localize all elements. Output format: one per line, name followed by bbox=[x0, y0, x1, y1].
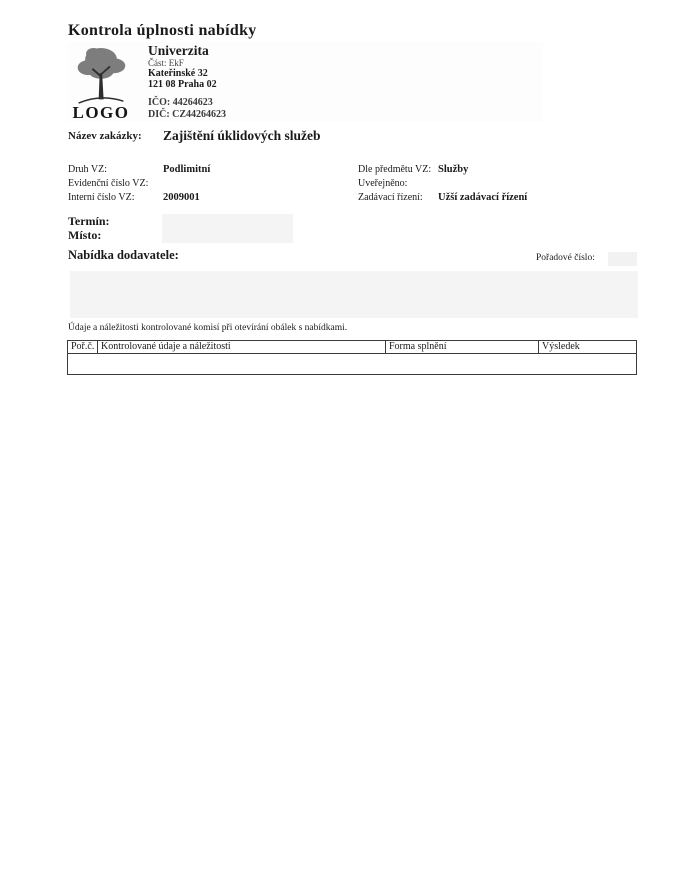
druh-vz-value: Podlimitní bbox=[163, 164, 211, 175]
checklist-table bbox=[67, 340, 637, 375]
col-header-forma-splneni: Forma splnění bbox=[386, 341, 539, 354]
misto-label: Místo: bbox=[68, 228, 102, 242]
order-number-field bbox=[608, 252, 637, 266]
interni-cislo-label: Interní číslo VZ: bbox=[68, 192, 135, 203]
order-number-label: Pořadové číslo: bbox=[536, 253, 595, 263]
zadavaci-rizeni-label: Zadávací řízení: bbox=[358, 192, 423, 203]
org-city: 121 08 Praha 02 bbox=[148, 79, 217, 90]
uverejneno-label: Uveřejněno: bbox=[358, 178, 408, 189]
logo-text: LOGO bbox=[72, 103, 130, 122]
org-department: Část: EkF bbox=[148, 58, 184, 68]
contract-name-value: Zajištění úklidových služeb bbox=[163, 128, 321, 143]
zadavaci-rizeni-value: Užší zadávací řízení bbox=[438, 192, 528, 203]
supplier-offer-label: Nabídka dodavatele: bbox=[68, 248, 179, 262]
dle-predmetu-value: Služby bbox=[438, 164, 469, 175]
col-header-poradove-cislo: Poř.č. bbox=[68, 341, 98, 354]
contract-name-label: Název zakázky: bbox=[68, 130, 142, 142]
druh-vz-label: Druh VZ: bbox=[68, 164, 107, 175]
org-ico: IČO: 44264623 bbox=[148, 97, 213, 108]
page-title: Kontrola úplnosti nabídky bbox=[68, 22, 257, 39]
evidencni-cislo-label: Evidenční číslo VZ: bbox=[68, 178, 149, 189]
interni-cislo-value: 2009001 bbox=[163, 192, 200, 203]
termin-misto-field bbox=[162, 214, 293, 243]
checklist-note: Údaje a náležitosti kontrolované komisí při otevírání obálek s nabídkami. bbox=[68, 323, 348, 333]
company-logo bbox=[70, 45, 132, 123]
table-empty-cell bbox=[68, 354, 637, 375]
table-header-row bbox=[68, 341, 637, 354]
col-header-vysledek: Výsledek bbox=[539, 341, 637, 354]
org-street: Kateřinské 32 bbox=[148, 68, 208, 79]
termin-label: Termín: bbox=[68, 214, 110, 228]
supplier-offer-field bbox=[70, 271, 638, 318]
tree-logo-icon bbox=[73, 45, 129, 107]
table-row bbox=[68, 354, 637, 375]
col-header-kontrolovane-udaje: Kontrolované údaje a náležitosti bbox=[98, 341, 386, 354]
org-dic: DIČ: CZ44264623 bbox=[148, 109, 227, 120]
org-name: Univerzita bbox=[148, 43, 209, 58]
dle-predmetu-label: Dle předmětu VZ: bbox=[358, 164, 432, 175]
letterhead-background bbox=[68, 42, 543, 122]
